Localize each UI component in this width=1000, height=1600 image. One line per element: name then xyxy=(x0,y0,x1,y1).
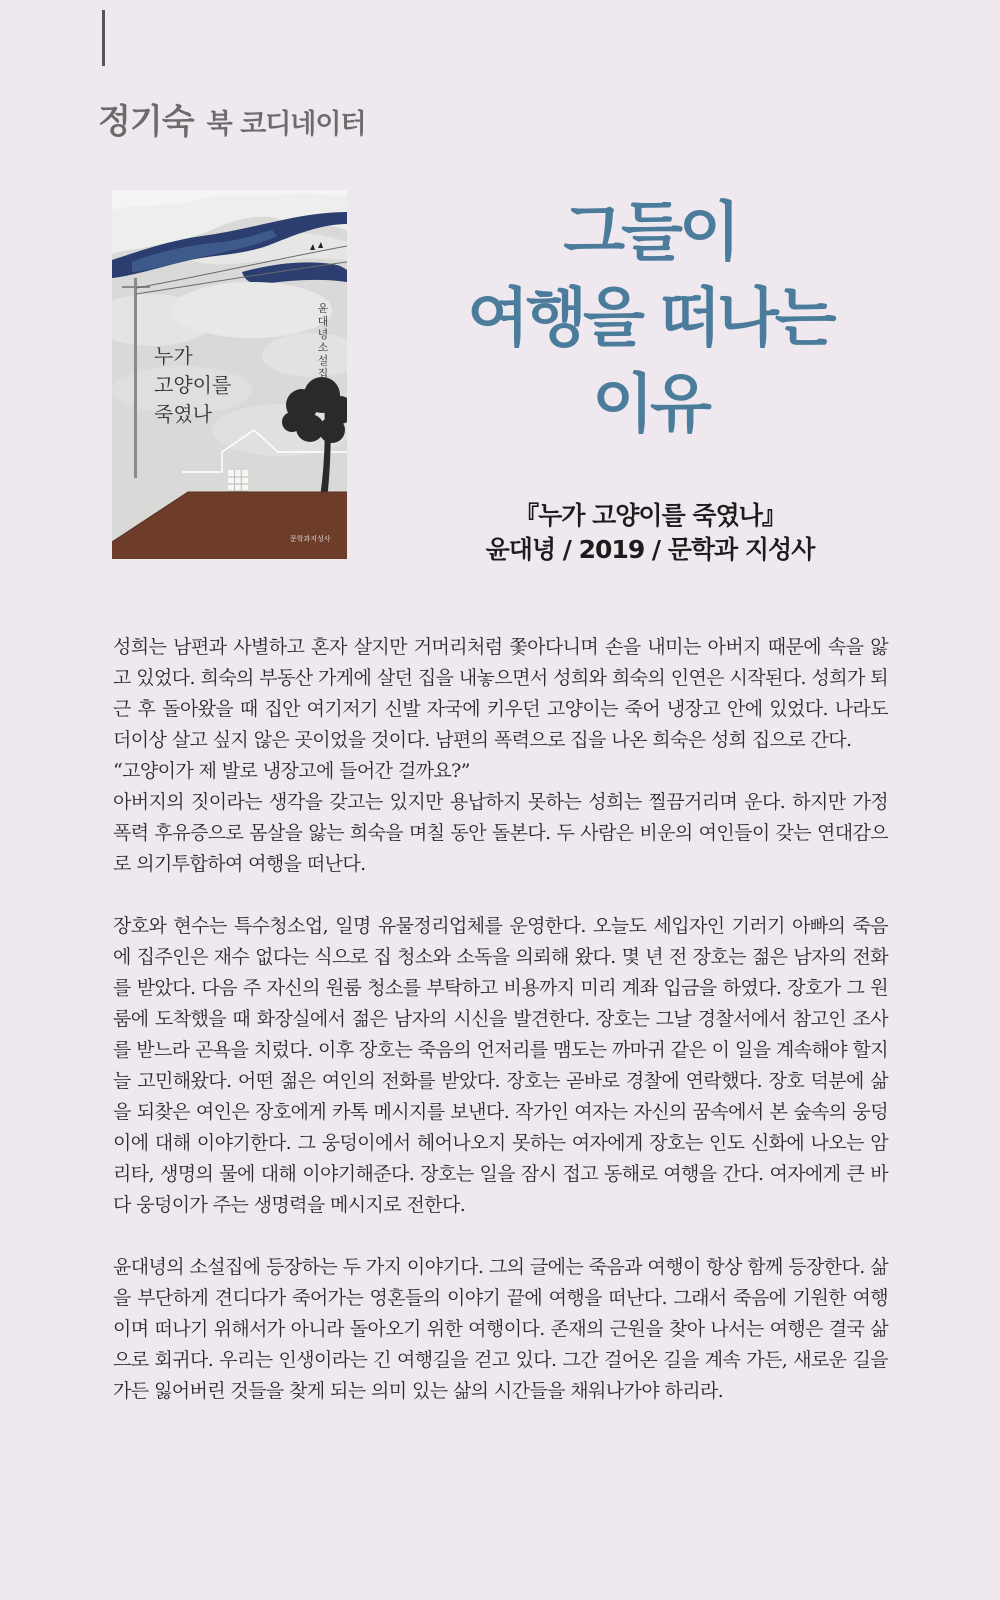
headline-line: 이유 xyxy=(592,368,708,442)
body-text-line: 윤대녕의 소설집에 등장하는 두 가지 이야기다. 그의 글에는 죽음과 여행이 항상 함께 등장한다. 삶을 부단하게 견디다가 죽어가는 영혼들의 이야기 끝에 여행을 떠난다. 그래서 죽음에 기원한 여행이며 떠나기 위해서가 아니라 돌아오기 위한 여행이다. 존재의 근원을 찾아 나서는 여행은 결국 삶으로 회귀다. 우리는 인생이라는 긴 여행길을 걷고 있다. 그간 걸어온 길을 계속 가든, 새로운 길을 가든 잃어버린 것들을 찾게 되는 의미 있는 삶의 시간들을 채워나가야 하리라. xyxy=(113,1256,888,1402)
cover-title-line: 죽였나 xyxy=(154,402,212,426)
cover-author: 윤대녕 소설집 xyxy=(317,302,329,380)
header-accent-bar xyxy=(102,10,105,66)
body-text-line: 아버지의 짓이라는 생각을 갖고는 있지만 용납하지 못하는 성희는 찔끔거리며 운다. 하지만 가정폭력 후유증으로 몸살을 앓는 희숙을 며칠 동안 돌본다. 두 사람은 비운의 여인들이 갖는 연대감으로 의기투합하여 여행을 떠난다. xyxy=(113,791,888,875)
body-text-line: 장호와 현수는 특수청소업, 일명 유물정리업체를 운영한다. 오늘도 세입자인 기러기 아빠의 죽음에 집주인은 재수 없다는 식으로 집 청소와 소독을 의뢰해 왔다. 몇 년 전 장호는 젊은 남자의 전화를 받았다. 다음 주 자신의 원룸 청소를 부탁하고 비용까지 미리 계좌 입금을 하였다. 장호가 그 원룸에 도착했을 때 화장실에서 젊은 남자의 시신을 발견한다. 장호는 그날 경찰서에서 참고인 조사를 받느라 곤욕을 치렀다. 이후 장호는 죽음의 언저리를 맴도는 까마귀 같은 이 일을 계속해야 할지 늘 고민해왔다. 어떤 젊은 여인의 전화를 받았다. 장호는 곧바로 경찰에 연락했다. 장호 덕분에 삶을 되찾은 여인은 장호에게 카톡 메시지를 보낸다. 작가인 여자는 자신의 꿈속에서 본 숲속의 웅덩이에 대해 이야기한다. 그 웅덩이에서 헤어나오지 못하는 여자에게 장호는 인도 신화에 나오는 암리타, 생명의 물에 대해 이야기해준다. 장호는 일을 잠시 접고 동해로 여행을 간다. 여자에게 큰 바다 웅덩이가 주는 생명력을 메시지로 전한다. xyxy=(113,915,888,1216)
author-byline xyxy=(98,94,366,143)
body-paragraph xyxy=(113,632,888,880)
body-paragraph xyxy=(113,911,888,1221)
book-cover xyxy=(112,190,347,559)
author-name: 정기숙 xyxy=(98,102,194,142)
cover-publisher: 문학과지성사 xyxy=(290,535,331,543)
book-info xyxy=(440,499,860,567)
body-quote-line: “고양이가 제 발로 냉장고에 들어간 걸까요?” xyxy=(113,760,470,782)
author-role: 북 코디네이터 xyxy=(206,109,366,140)
cover-title xyxy=(154,342,231,429)
book-title: 『누가 고양이를 죽였나』 xyxy=(514,501,786,530)
article-headline xyxy=(440,190,860,448)
body-text-line: 성희는 남편과 사별하고 혼자 살지만 거머리처럼 쫓아다니며 손을 내미는 아버지 때문에 속을 앓고 있었다. 희숙의 부동산 가게에 살던 집을 내놓으면서 성희와 희숙의 인연은 시작된다. 성희가 퇴근 후 돌아왔을 때 집안 여기저기 신발 자국에 키우던 고양이는 죽어 냉장고 안에 있었다. 나라도 더이상 살고 싶지 않은 곳이었을 것이다. 남편의 폭력으로 집을 나온 희숙은 성희 집으로 간다. xyxy=(113,636,888,751)
cover-title-line: 고양이를 xyxy=(154,373,232,397)
cover-title-line: 누가 xyxy=(154,344,193,368)
headline-line: 그들이 xyxy=(563,196,737,270)
body-paragraph xyxy=(113,1252,888,1407)
headline-line: 여행을 떠나는 xyxy=(467,282,833,356)
book-details: 윤대녕 / 2019 / 문학과 지성사 xyxy=(485,535,815,564)
article-body xyxy=(113,632,888,1438)
